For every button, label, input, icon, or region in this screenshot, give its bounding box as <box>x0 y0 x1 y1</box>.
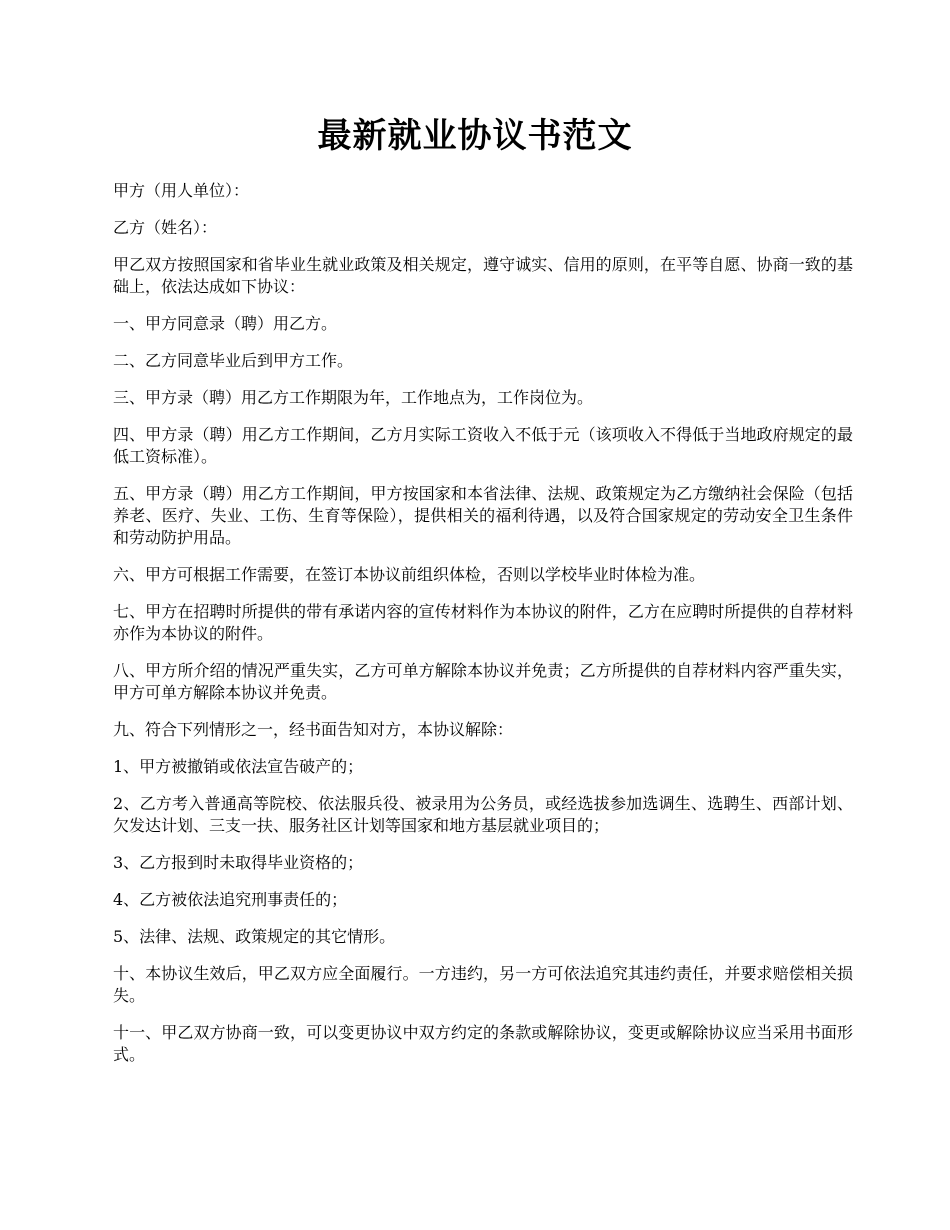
clause-9-item-5: 5、法律、法规、政策规定的其它情形。 <box>113 927 396 946</box>
clause-8: 八、甲方所介绍的情况严重失实，乙方可单方解除本协议并免责；乙方所提供的自荐材料内容严重失实，甲方可单方解除本协议并免责。 <box>113 661 853 702</box>
party-a-line: 甲方（用人单位）： <box>113 181 250 200</box>
clause-9-item-3: 3、乙方报到时未取得毕业资格的； <box>113 853 364 872</box>
clause-5: 五、甲方录（聘）用乙方工作期间，甲方按国家和本省法律、法规、政策规定为乙方缴纳社会保险（包括养老、医疗、失业、工伤、生育等保险），提供相关的福利待遇，以及符合国家规定的劳动安全卫生条件和劳动防护用品。 <box>113 484 853 547</box>
clause-9-item-1: 1、甲方被撤销或依法宣告破产的； <box>113 757 364 776</box>
clause-1: 一、甲方同意录（聘）用乙方。 <box>113 314 338 333</box>
clause-10: 十、本协议生效后，甲乙双方应全面履行。一方违约，另一方可依法追究其违约责任，并要求赔偿相关损失。 <box>113 964 853 1005</box>
clause-9-item-2: 2、乙方考入普通高等院校、依法服兵役、被录用为公务员，或经选拔参加选调生、选聘生、西部计划、欠发达计划、三支一扶、服务社区计划等国家和地方基层就业项目的； <box>113 794 853 835</box>
clause-4: 四、甲方录（聘）用乙方工作期间，乙方月实际工资收入不低于元（该项收入不得低于当地政府规定的最低工资标准）。 <box>113 425 853 466</box>
document-body <box>113 180 853 1081</box>
party-b-line: 乙方（姓名）： <box>113 218 218 237</box>
clause-3: 三、甲方录（聘）用乙方工作期限为年，工作地点为，工作岗位为。 <box>113 388 594 407</box>
clause-11: 十一、甲乙双方协商一致，可以变更协议中双方约定的条款或解除协议，变更或解除协议应当采用书面形式。 <box>113 1023 853 1064</box>
clause-9-item-4: 4、乙方被依法追究刑事责任的； <box>113 890 348 909</box>
clause-7: 七、甲方在招聘时所提供的带有承诺内容的宣传材料作为本协议的附件，乙方在应聘时所提供的自荐材料亦作为本协议的附件。 <box>113 602 853 643</box>
preamble-paragraph: 甲乙双方按照国家和省毕业生就业政策及相关规定，遵守诚实、信用的原则，在平等自愿、协商一致的基础上，依法达成如下协议： <box>113 255 853 296</box>
document-title: 最新就业协议书范文 <box>317 116 633 156</box>
clause-2: 二、乙方同意毕业后到甲方工作。 <box>113 351 354 370</box>
clause-9: 九、符合下列情形之一，经书面告知对方，本协议解除： <box>113 720 514 739</box>
clause-6: 六、甲方可根据工作需要，在签订本协议前组织体检，否则以学校毕业时体检为准。 <box>113 565 706 584</box>
